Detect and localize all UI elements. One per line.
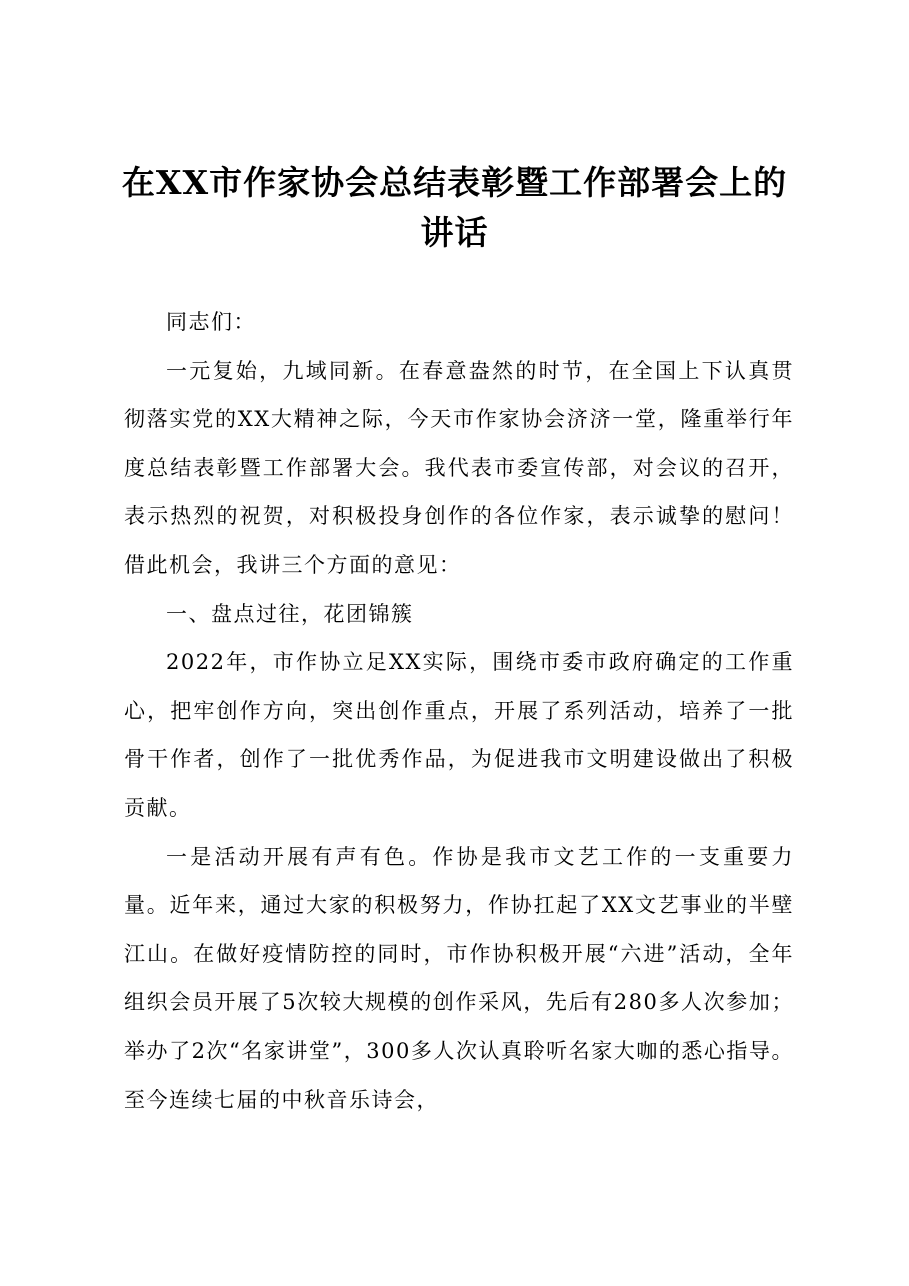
activities-paragraph: 一是活动开展有声有色。作协是我市文艺工作的一支重要力量。近年来，通过大家的积极努力，作协扛起了XX文艺事业的半壁江山。在做好疫情防控的同时，市作协积极开展“六进”活动，全年组织会员开展了5次较大规模的创作采风，先后有280多人次参加；举办了2次“名家讲堂”，300多人次认真聆听名家大咖的悉心指导。至今连续七届的中秋音乐诗会， [124, 844, 794, 1112]
title-line-2: 讲话 [420, 213, 489, 252]
document-body [124, 298, 794, 1124]
title-line-1: 在XX市作家协会总结表彰暨工作部署会上的 [121, 163, 788, 202]
section-heading: 一、盘点过往，花团锦簇 [166, 601, 414, 626]
document-title [110, 158, 799, 258]
opening-paragraph: 一元复始，九域同新。在春意盎然的时节，在全国上下认真贯彻落实党的XX大精神之际，今天市作家协会济济一堂，隆重举行年度总结表彰暨工作部署大会。我代表市委宣传部，对会议的召开，表示热烈的祝贺，对积极投身创作的各位作家，表示诚挚的慰问！借此机会，我讲三个方面的意见： [124, 358, 794, 577]
salutation: 同志们： [166, 310, 256, 334]
summary-paragraph: 2022年，市作协立足XX实际，围绕市委市政府确定的工作重心，把牢创作方向，突出创作重点，开展了系列活动，培养了一批骨干作者，创作了一批优秀作品，为促进我市文明建设做出了积极贡献。 [124, 650, 794, 820]
